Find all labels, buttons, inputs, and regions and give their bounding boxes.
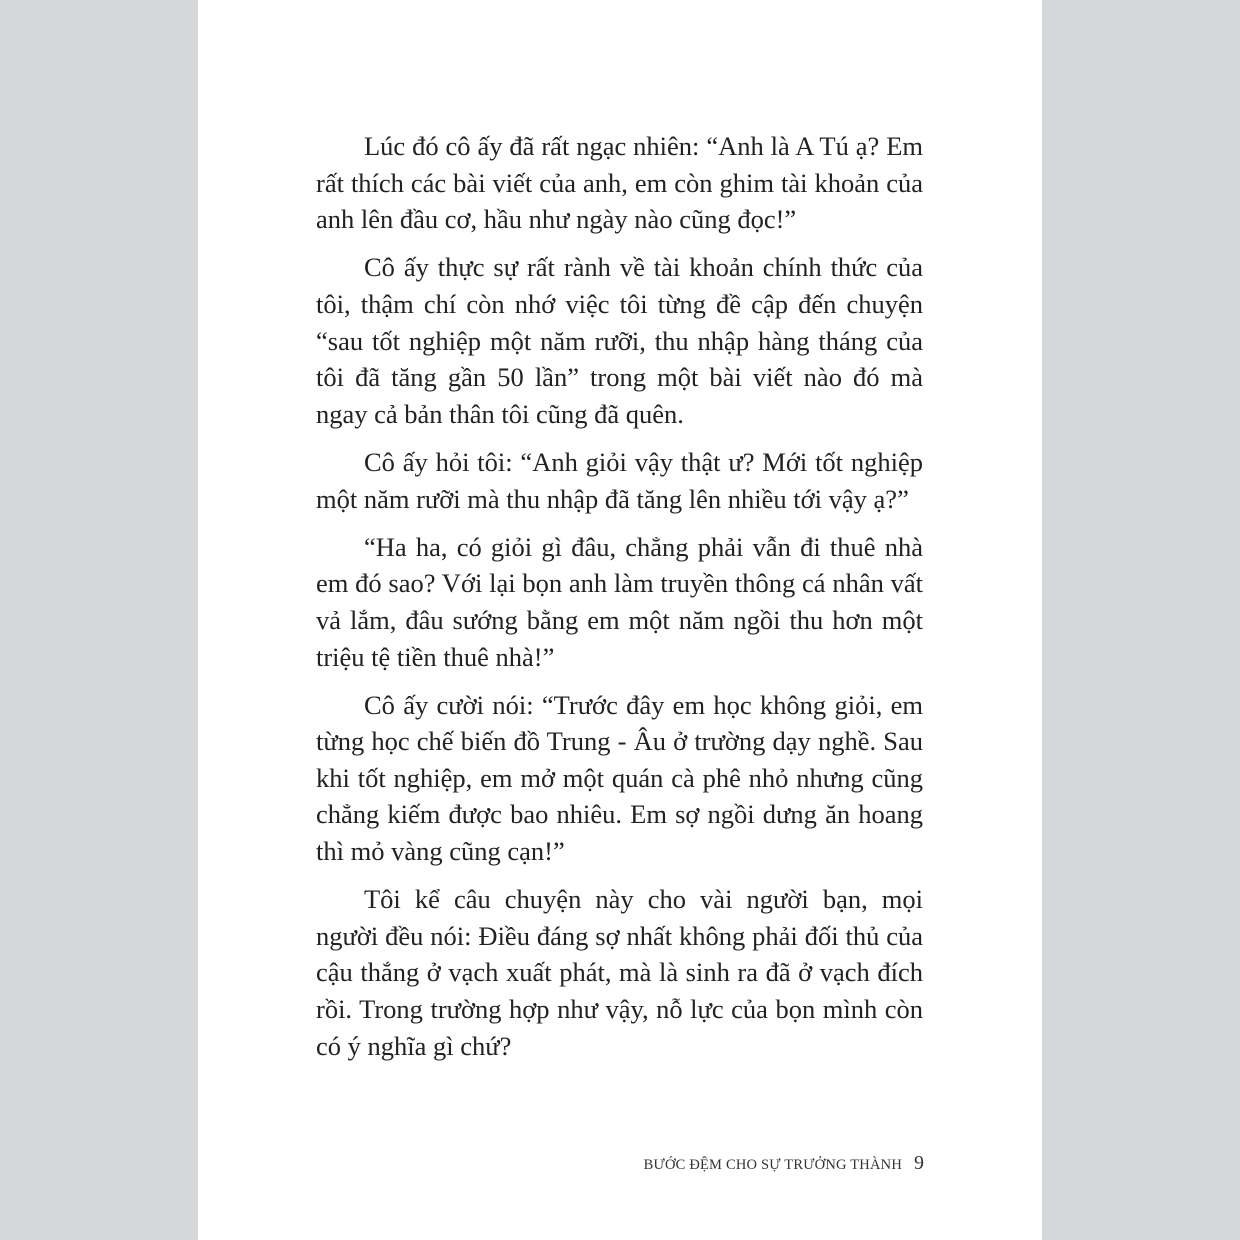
paragraph: “Ha ha, có giỏi gì đâu, chẳng phải vẫn đi thuê nhà em đó sao? Với lại bọn anh làm truyền thông cá nhân vất vả lắm, đâu sướng bằng em một năm ngồi thu hơn một triệu tệ tiền thuê nhà!” xyxy=(316,531,923,672)
paragraph: Cô ấy cười nói: “Trước đây em học không giỏi, em từng học chế biến đồ Trung - Âu ở trường dạy nghề. Sau khi tốt nghiệp, em mở một quán cà phê nhỏ nhưng cũng chẳng kiếm được bao nhiêu. Em sợ ngồi dưng ăn hoang thì mỏ vàng cũng cạn!” xyxy=(316,689,923,867)
running-footer xyxy=(618,1152,924,1176)
page-number: 9 xyxy=(914,1152,924,1174)
body-text xyxy=(316,128,923,1076)
running-title: BƯỚC ĐỆM CHO SỰ TRƯỞNG THÀNH xyxy=(643,1157,902,1173)
paragraph: Lúc đó cô ấy đã rất ngạc nhiên: “Anh là A Tú ạ? Em rất thích các bài viết của anh, em còn ghim tài khoản của anh lên đầu cơ, hầu như ngày nào cũng đọc!” xyxy=(316,131,923,235)
book-page xyxy=(198,0,1042,1240)
paragraph: Tôi kể câu chuyện này cho vài người bạn, mọi người đều nói: Điều đáng sợ nhất không phải đối thủ của cậu thắng ở vạch xuất phát, mà là sinh ra đã ở vạch đích rồi. Trong trường hợp như vậy, nỗ lực của bọn mình còn có ý nghĩa gì chứ? xyxy=(316,884,923,1061)
paragraph: Cô ấy hỏi tôi: “Anh giỏi vậy thật ư? Mới tốt nghiệp một năm rưỡi mà thu nhập đã tăng lên nhiều tới vậy ạ?” xyxy=(316,446,923,514)
paragraph: Cô ấy thực sự rất rành về tài khoản chính thức của tôi, thậm chí còn nhớ việc tôi từng đề cập đến chuyện “sau tốt nghiệp một năm rưỡi, thu nhập hàng tháng của tôi đã tăng gần 50 lần” trong một bài viết nào đó mà ngay cả bản thân tôi cũng đã quên. xyxy=(316,252,923,429)
